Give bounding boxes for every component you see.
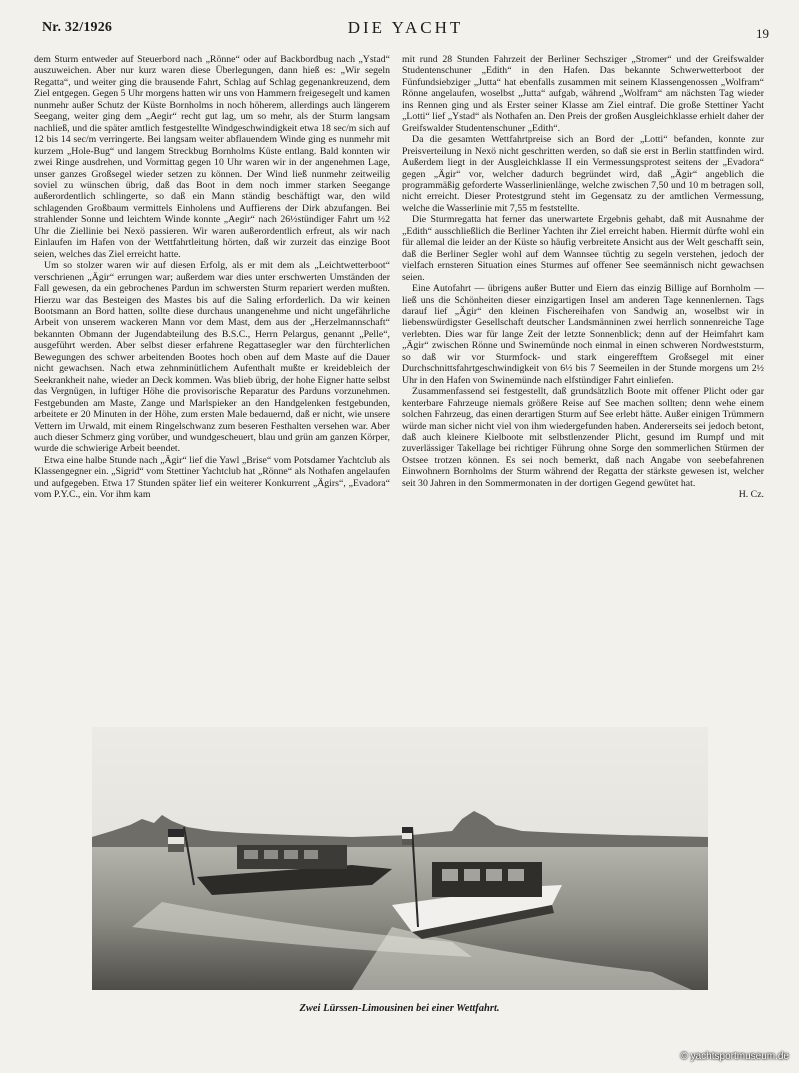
paragraph: dem Sturm entweder auf Steuerbord nach „Rönne“ oder auf Backbordbug nach „Ystad“ auszuweichen. Aber nur kurz waren diese Überlegungen, dann hieß es: „Wir segeln Regatta“, und weiter ging die brausende Fahrt, Schlag auf Schlag gegenankreuzend, dem Ziel entgegen. Gegen 5 Uhr morgens hatten wir uns von Hammern freigesegelt und kamen nunmehr außer Schutz der Küste Bornholms in noch höherem, allerdings auch längerem Seegang, weiter ging dem „Aegir“ recht gut lag, um so mehr, als der Sturm langsam nachließ, und die später amtlich festgestellte Windgeschwindigkeit etwa 18 sec/m sich auf 12 bis 14 sec/m verringerte. Bei langsam weiter abflauendem Winde ging es nunmehr mit kurzem „Hole-Bug“ und langem Streckbug Bornholms Küste entlang. Bald konnten wir zwei Ringe ausdrehen, und Vormittag gegen 10 Uhr waren wir in der angenehmen Lage, unser ganzes Großsegel wieder setzen zu können. Der Wind ließ nunmehr zeitweilig soviel zu wünschen übrig, daß das Boot in dem noch immer starken Seegange außerordentlich schlingerte, so daß ein Mann ständig beschäftigt war, den wild schlagenden Großbaum vermittels Einholens und Auffierens der Dirk abzufangen. Bei strahlender Sonne und leichtem Winde konnte „Aegir“ nach 26½stündiger Fahrt um ½2 Uhr die Ziellinie bei Nexö passieren. Wir waren außerordentlich erfreut, als wir nach Einlaufen im Hafen von der Wettfahrtleitung hörten, daß wir zurzeit das einzige Boot seien, welches das Ziel erreicht hatte.	[34, 54, 390, 260]
photograph-motorboats	[92, 727, 708, 990]
paragraph: Eine Autofahrt — übrigens außer Butter und Eiern das einzig Billige auf Bornholm — ließ uns die Schönheiten dieser einzigartigen Insel am anderen Tage kennenlernen. Tags darauf lief „Ägir“ den kleinen Fischereihafen von Sandwig an, woselbst wir in liebenswürdigster Gesellschaft deutscher Landsmänninen zwei herrlich sonnenreiche Tage verlebten. Dies war für lange Zeit der letzte Sonnenblick; denn auf der Heimfahrt kam „Ägir“ zwischen Rönne und Swinemünde noch einmal in einen schweren Nordweststurm, so daß wir vor Sturmfock- und stark eingerefftem Großsegel mit einer Durchschnittsfahrtgeschwindigkeit von 6½ bis 7 Seemeilen in der Stunde morgens um 2½ Uhr in den Hafen von Swinemünde nach elfstündiger Fahrt einliefen.	[402, 283, 764, 386]
issue-number: Nr. 32/1926	[42, 20, 113, 35]
paragraph: Die Sturmregatta hat ferner das unerwartete Ergebnis gehabt, daß mit Ausnahme der „Edith“ ausschließlich die Berliner Yachten ihr Ziel erreicht haben. Hiermit dürfte wohl ein für allemal die leider an der Küste so häufig verbreitete Ansicht aus der Welt geschafft sein, daß die Berliner Segler wohl auf dem Wannsee tüchtig zu segeln verstehen, jedoch der vielfach ernsteren Situation eines Sturmes auf offener See seemännisch nicht gewachsen seien.	[402, 214, 764, 283]
magazine-title: DIE YACHT	[347, 18, 464, 37]
left-column	[34, 54, 390, 501]
right-column	[402, 54, 764, 501]
page-number: 19	[756, 26, 769, 41]
paragraph: Da die gesamten Wettfahrtpreise sich an Bord der „Lotti“ befanden, konnte zur Preisverteilung in Nexö nicht geschritten werden, so daß sie erst in Berlin stattfinden wird. Außerdem liegt in der Ausgleichklasse II ein Vermessungsprotest seitens der „Evadora“ gegen „Ägir“ vor, welcher dadurch begründet wird, daß „Ägir“ angeblich die programmäßig geforderte Wasserlinienlänge, welche zwischen 7,50 und 10 m betragen soll, nicht erreicht. Dieser Protestgrund steht im Gegensatz zu der amtlichen Vermessung, welche die Wasserlinie mit 7,55 m feststellte.	[402, 134, 764, 214]
paragraph: mit rund 28 Stunden Fahrzeit der Berliner Sechsziger „Stromer“ und der Greifswalder Studentenschuner „Edith“ in den Hafen. Das bekannte Schwerwetterboot der Fünfundsiebziger „Jutta“ hat ebenfalls zusammen mit seinem Klassengenossen „Wolfram“ Rönne angelaufen, woselbst „Jutta“ aufgab, während „Wolfram“ am nächsten Tag wieder ins Rennen ging und als Erster seiner Klasse am Ziel eintraf. Die große Stettiner Yacht „Lotti“ lief „Ystad“ als Nothafen an. Den Preis der großen Ausgleichklasse erhielt daher der Greifswalder Studentenschuner „Edith“.	[402, 54, 764, 134]
photo-caption: Zwei Lürssen-Limousinen bei einer Wettfahrt.	[299, 1003, 500, 1014]
watermark: © yachtsportmuseum.de	[680, 1051, 789, 1062]
paragraph: Zusammenfassend sei festgestellt, daß grundsätzlich Boote mit offener Plicht oder gar kenterbare Fahrzeuge niemals größere Reise auf See machen sollten; denn wehe einem solchen Fahrzeug, das einen derartigen Sturm auf See erlebt hätte. Außer einigen Trümmern würde man sicher nicht viel von ihm wiedergefunden haben. Andererseits sei jedoch betont, daß auch kleinere Kielboote mit selbstlenzender Plicht, gesund im Rumpf und mit zuverlässiger Takellage bei richtiger Führung ohne Sorge den sommerlichen Stürmen der Ostsee trotzen können. Es sei noch bemerkt, daß nach Angabe von seebefahrenen Einwohnern Bornholms der Sturm während der Regatta der stärkste gewesen ist, welcher seit 30 Jahren in den Sommermonaten in der dortigen Gegend gewütet hat.	[402, 386, 764, 489]
page-header	[42, 20, 769, 44]
paragraph: Um so stolzer waren wir auf diesen Erfolg, als er mit dem als „Leichtwetterboot“ verschrienen „Ägir“ errungen war; außerdem war dies unter erschwerten Umständen der Fall gewesen, da ein gebrochenes Pardun im schwersten Sturm repariert werden mußten. Hierzu war das Besteigen des Mastes bis auf die Saling erforderlich. Da wir keinen Bootsmann an Bord hatten, sollte diese durchaus unangenehme und nicht ungefährliche Arbeit von unserem wackeren Mann vor dem Mast, dem aus der „Herzelmannschaft“ bekannten Obmann der Jugendabteilung des B.S.C., Herrn Pelargus, genannt „Pelle“, ausgeführt werden. Aber selbst dieser erfahrene Regattasegler war den fürchterlichen Bewegungen des schwer arbeitenden Bootes hoch oben auf dem Maste auf die Dauer nicht gewachsen. Nach etwa zehnminütlichem Aufenthalt mußte er kreidebleich der Seekrankheit nahe, wieder an Deck kommen. Was blieb übrig, der hohe Eigner hatte selbst das Vergnügen, in luftiger Höhe die provisorische Reparatur des Parduns vorzunehmen. Festgebunden am Maste, Zange und Marlspieker an den Handgelenken festgebunden, arbeitete er 20 Minuten in der Höhe, zum ersten Male bedauernd, daß er nicht, wie unsere Vettern im Urwald, mit einem Ringelschwanz zum beseren Festhalten versehen war. Aber auch dieser Schmerz ging vorüber, und wundgescheuert, blau und grün am ganzen Körper, wurde die schwierige Arbeit beendet.	[34, 260, 390, 455]
boats-photo-illustration	[92, 727, 708, 990]
author-signature: H. Cz.	[738, 489, 764, 501]
paragraph: Etwa eine halbe Stunde nach „Ägir“ lief die Yawl „Brise“ vom Potsdamer Yachtclub als Klassengegner ein. „Sigrid“ vom Stettiner Yachtclub hat „Rönne“ als Nothafen angelaufen und aufgegeben. Etwa 17 Stunden später lief ein weiterer Konkurrent „Ägirs“, „Evadora“ vom P.Y.C., ein. Vor ihm kam	[34, 454, 390, 501]
